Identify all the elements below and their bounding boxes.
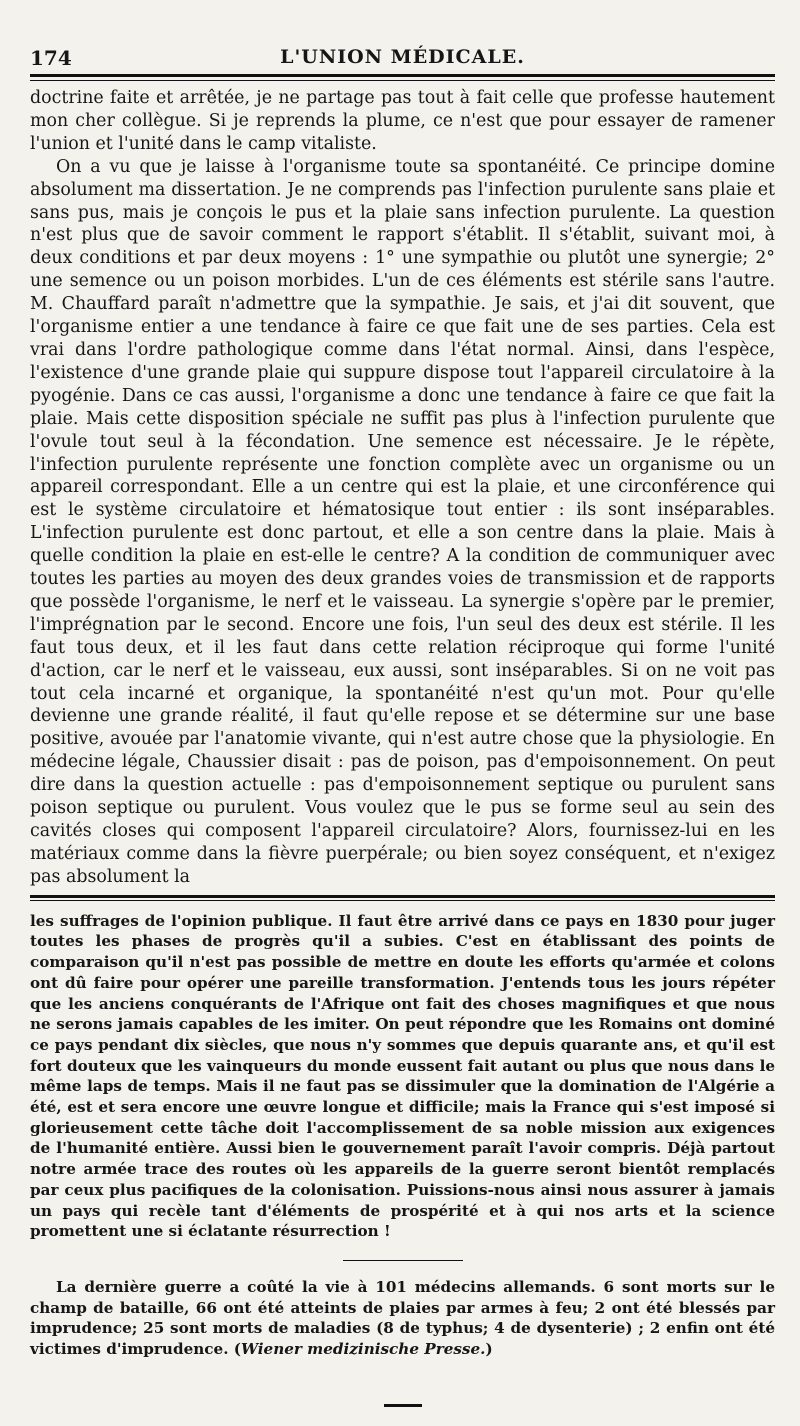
journal-title: L'UNION MÉDICALE. [280, 46, 525, 68]
header-rule-thin [30, 80, 775, 81]
document-page [30, 40, 775, 1407]
end-mark [384, 1404, 422, 1407]
main-paragraph-2: On a vu que je laisse à l'organisme toute sa spontanéité. Ce principe domine absolument ma dissertation. Je ne comprends pas l'infection purulente sans plaie et sans pus, mais je conçois le pus et la plaie sans infection purulente. La question n'est plus que de savoir comment le rapport s'établit. Il s'établit, suivant moi, à deux conditions et par deux moyens : 1° une sympathie ou plutôt une synergie; 2° une semence ou un poison morbides. L'un de ces éléments est stérile sans l'autre. M. Chauffard paraît n'admettre que la sympathie. Je sais, et j'ai dit souvent, que l'organisme entier a une tendance à faire ce que fait une de ses parties. Cela est vrai dans l'ordre pathologique comme dans l'état normal. Ainsi, dans l'espèce, l'existence d'une grande plaie qui suppure dispose tout l'appareil circulatoire à la pyogénie. Dans ce cas aussi, l'organisme a donc une tendance à faire ce que fait la plaie. Mais cette disposition spéciale ne suffit pas plus à l'infection purulente que l'ovule tout seul à la fécondation. Une semence est nécessaire. Je le répète, l'infection purulente représente une fonction complète avec un organisme ou un appareil correspondant. Elle a un centre qui est la plaie, et une circonférence qui est le système circulatoire et hématosique tout entier : ils sont inséparables. L'infection purulente est donc partout, et elle a son centre dans la plaie. Mais à quelle condition la plaie en est-elle le centre? A la condition de communiquer avec toutes les parties au moyen des deux grandes voies de transmission et de rapports que possède l'organisme, le nerf et le vaisseau. La synergie s'opère par le premier, l'imprégnation par le second. Encore une fois, l'un seul des deux est stérile. Il les faut tous deux, et il les faut dans cette relation réciproque qui forme l'unité d'action, car le nerf et le vaisseau, eux aussi, sont inséparables. Si on ne voit pas tout cela incarné et organique, la spontanéité n'est qu'un mot. Pour qu'elle devienne une grande réalité, il faut qu'elle repose et se détermine sur une base positive, avouée par l'anatomie vivante, qui n'est autre chose que la physiologie. En médecine légale, Chaussier disait : pas de poison, pas d'empoisonnement. On peut dire dans la question actuelle : pas d'empoisonnement septique ou purulent sans poison septique ou purulent. Vous voulez que le pus se forme seul au sein des cavités closes qui composent l'appareil circulatoire? Alors, fournissez-lui en les matériaux comme dans la fièvre puerpérale; ou bien soyez conséquent, et n'exigez pas absolument la [30, 156, 775, 887]
news-item [30, 1277, 775, 1360]
section-divider [343, 1260, 463, 1261]
main-paragraph-1: doctrine faite et arrêtée, je ne partage pas tout à fait celle que professe hautement mon cher collègue. Si je reprends la plume, ce n'est que pour essayer de ramener l'union et l'unité dans le camp vitaliste. [30, 88, 775, 154]
footnote-separator [30, 895, 775, 898]
footnote [30, 911, 775, 1242]
footnote-text: les suffrages de l'opinion publique. Il faut être arrivé dans ce pays en 1830 pour juger toutes les phases de progrès qu'il a subies. C'est en établissant des points de comparaison qu'il n'est pas possible de mettre en doute les efforts qu'armée et colons ont dû faire pour opérer une pareille transformation. J'entends tous les jours répéter que les anciens conquérants de l'Afrique ont fait des choses magnifiques et que nous ne serons jamais capables de les imiter. On peut répondre que les Romains ont dominé ce pays pendant dix siècles, que nous n'y sommes que depuis quarante ans, et qu'il est fort douteux que les vainqueurs du monde eussent fait autant ou plus que nous dans le même laps de temps. Mais il ne faut pas se dissimuler que la domination de l'Algérie a été, est et sera encore une œuvre longue et difficile; mais la France qui s'est imposé si glorieusement cette tâche doit l'accomplissement de sa noble mission aux exigences de l'humanité entière. Aussi bien le gouvernement paraît l'avoir compris. Déjà partout notre armée trace des routes où les appareils de la guerre seront bientôt remplacés par ceux plus pacifiques de la colonisation. Puissions-nous ainsi nous assurer à jamais un pays qui recèle tant d'éléments de prospérité et à qui nos arts et la science promettent une si éclatante résurrection ! [30, 911, 775, 1241]
news-item-source: Wiener medizinische Presse. [240, 1340, 486, 1359]
footnote-separator-thin [30, 900, 775, 901]
news-item-text: La dernière guerre a coûté la vie à 101 médecins allemands. 6 sont morts sur le champ de bataille, 66 ont été atteints de plaies par armes à feu; 2 ont été blessés par imprudence; 25 sont morts de maladies (8 de typhus; 4 de dysenterie) ; 2 enfin ont été victimes d'imprudence. ( [30, 1277, 775, 1359]
page-number: 174 [30, 46, 72, 70]
header-rule [30, 74, 775, 77]
news-item-closing: ) [485, 1340, 493, 1359]
main-text [30, 87, 775, 889]
page-header [30, 40, 775, 74]
